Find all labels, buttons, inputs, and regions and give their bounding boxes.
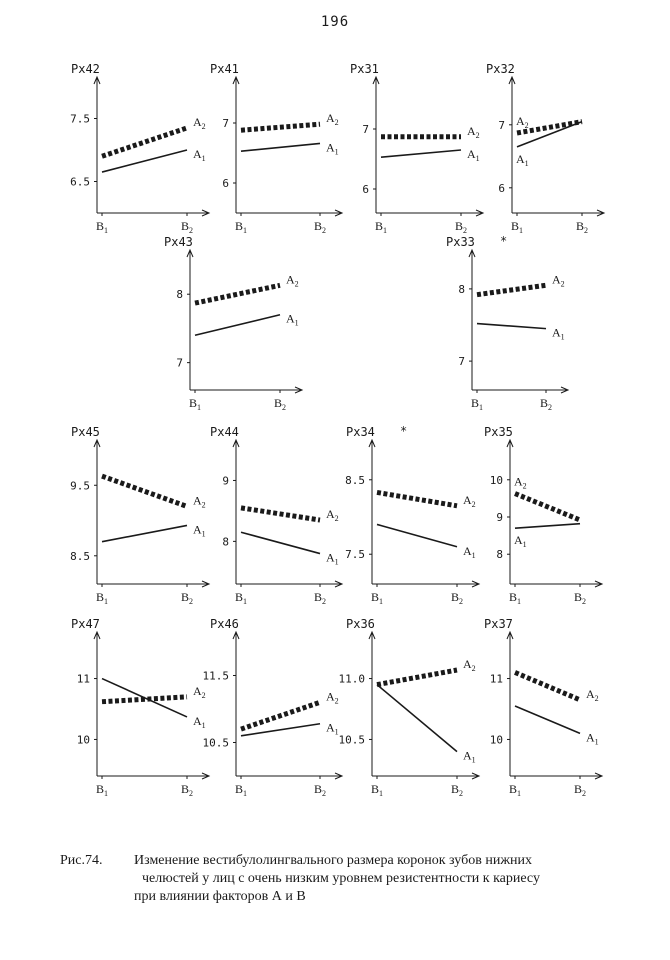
x-tick-label	[574, 782, 586, 798]
series-label-a1-subscript: 1	[471, 755, 476, 765]
series-line-a1	[377, 685, 457, 752]
y-tick-label: 8	[496, 548, 503, 562]
series-label-a2	[463, 657, 476, 673]
x-tick-label-subscript: 1	[479, 403, 484, 412]
y-tick-label: 10	[489, 473, 503, 487]
x-tick-label-subscript: 2	[322, 226, 327, 235]
y-tick-label: 11.0	[338, 672, 365, 686]
y-tick-label: 10.5	[338, 733, 365, 747]
series-label-a1-letter: A	[463, 543, 472, 558]
series-label-a1-subscript: 1	[334, 147, 339, 157]
x-tick-label-letter: B	[450, 782, 460, 796]
panel-px36	[339, 617, 480, 798]
x-tick-label-letter: B	[370, 782, 380, 796]
panel-title: Px41	[210, 62, 239, 76]
series-label-a1	[326, 140, 339, 156]
series-label-a2-subscript: 2	[471, 664, 476, 674]
x-tick-label	[274, 396, 286, 412]
series-line-a2	[377, 670, 457, 685]
panel-title: Px44	[210, 425, 239, 439]
panel-px46	[203, 617, 343, 798]
series-label-a1	[516, 152, 529, 168]
x-tick-label-letter: B	[273, 396, 283, 410]
panel-title: Px35	[484, 425, 513, 439]
caption-line-1: Изменение вестибулолингвального размера коронок зубов нижних	[134, 853, 532, 868]
x-tick-label-letter: B	[450, 590, 460, 604]
y-tick-label: 7	[498, 118, 505, 132]
x-tick-label-subscript: 2	[322, 597, 327, 606]
x-tick-label-subscript: 1	[383, 226, 388, 235]
series-line-a1	[381, 150, 461, 157]
series-label-a1-letter: A	[516, 151, 525, 166]
panel-title: Px31	[350, 62, 379, 76]
y-tick-label: 10.5	[202, 736, 229, 750]
series-label-a1	[514, 533, 527, 549]
x-tick-label-letter: B	[188, 396, 198, 410]
x-tick-label-letter: B	[95, 590, 105, 604]
panel-title: Px47	[71, 617, 100, 631]
series-line-a1	[241, 532, 320, 553]
series-label-a1-subscript: 1	[201, 529, 206, 539]
series-label-a1-subscript: 1	[201, 720, 206, 730]
x-tick-label-letter: B	[573, 590, 583, 604]
x-tick-label-subscript: 2	[189, 789, 194, 798]
x-tick-label	[371, 782, 383, 798]
series-line-a2	[102, 476, 187, 506]
x-tick-label	[540, 396, 552, 412]
x-tick-label-subscript: 1	[379, 789, 384, 798]
x-tick-label-letter: B	[539, 396, 549, 410]
x-tick-label	[371, 590, 383, 606]
y-tick-label: 6	[362, 183, 369, 196]
series-label-a2-subscript: 2	[294, 279, 299, 289]
x-tick-label-subscript: 1	[519, 226, 524, 235]
x-tick-label	[314, 782, 326, 798]
x-tick-label-subscript: 1	[104, 789, 109, 798]
y-tick-label: 10	[489, 733, 503, 747]
panel-title: Px32	[486, 62, 515, 76]
x-tick-label	[576, 219, 588, 235]
series-label-a1-subscript: 1	[560, 332, 565, 342]
y-tick-label: 7	[176, 356, 183, 370]
x-tick-label-subscript: 2	[189, 226, 194, 235]
x-tick-label-letter: B	[510, 219, 520, 233]
series-label-a1	[552, 326, 565, 342]
series-label-a1-letter: A	[552, 325, 561, 340]
panel-title: Px43	[164, 235, 193, 249]
series-label-a2-subscript: 2	[201, 121, 206, 131]
y-tick-label: 7	[458, 355, 465, 369]
series-label-a2-letter: A	[514, 474, 523, 489]
series-label-a1	[586, 730, 599, 746]
x-tick-label	[96, 590, 108, 606]
series-label-a2-subscript: 2	[334, 514, 339, 524]
series-label-a2-letter: A	[552, 272, 561, 287]
series-label-a1	[463, 544, 476, 560]
series-label-a2	[326, 111, 339, 127]
x-tick-label-letter: B	[508, 782, 518, 796]
series-label-a1-letter: A	[467, 147, 476, 161]
panel-title: Px42	[71, 62, 100, 76]
x-tick-label-letter: B	[313, 219, 323, 233]
x-tick-label	[451, 590, 463, 606]
series-label-a1-letter: A	[193, 147, 202, 161]
series-line-a1	[102, 525, 187, 541]
y-tick-label: 7.5	[345, 548, 365, 562]
x-tick-label-subscript: 1	[243, 597, 248, 606]
series-label-a1-letter: A	[514, 533, 523, 548]
series-label-a2	[463, 493, 476, 509]
series-label-a1-subscript: 1	[524, 158, 529, 168]
x-tick-label-letter: B	[454, 219, 464, 233]
series-line-a1	[241, 143, 320, 151]
y-tick-label: 8	[222, 535, 229, 549]
series-line-a2	[515, 494, 580, 520]
y-tick-label: 10	[76, 733, 90, 747]
series-label-a2-subscript: 2	[522, 481, 527, 491]
y-tick-label: 7.5	[70, 112, 90, 126]
caption-label: Рис.74.	[60, 853, 103, 868]
series-label-a1	[193, 147, 206, 163]
y-tick-label: 7	[362, 123, 369, 136]
series-line-a1	[477, 324, 546, 329]
panel-px31	[350, 62, 483, 235]
y-tick-label: 8	[176, 288, 183, 302]
series-label-a1-letter: A	[193, 713, 202, 728]
panel-px47	[71, 617, 209, 798]
page-number: 196	[320, 14, 350, 30]
x-tick-label-letter: B	[234, 590, 244, 604]
series-label-a1-letter: A	[326, 720, 335, 735]
x-tick-label-letter: B	[508, 590, 518, 604]
series-line-a2	[241, 124, 320, 130]
x-tick-label-letter: B	[234, 782, 244, 796]
x-tick-label-letter: B	[470, 396, 480, 410]
series-label-a2-letter: A	[326, 507, 335, 522]
x-tick-label	[96, 219, 108, 235]
x-tick-label	[96, 782, 108, 798]
y-tick-label: 11.5	[202, 669, 229, 683]
series-label-a2	[586, 687, 599, 703]
series-label-a2	[467, 124, 480, 140]
series-label-a2-subscript: 2	[471, 499, 476, 509]
x-tick-label	[471, 396, 483, 412]
y-tick-label: 6.5	[70, 175, 90, 189]
x-tick-label-subscript: 2	[459, 789, 464, 798]
y-tick-label: 11	[76, 672, 90, 686]
x-tick-label-letter: B	[575, 219, 585, 233]
x-tick-label	[181, 219, 193, 235]
x-tick-label-subscript: 1	[197, 403, 202, 412]
x-tick-label	[451, 782, 463, 798]
series-label-a1-subscript: 1	[522, 540, 527, 550]
x-tick-label-letter: B	[180, 219, 190, 233]
x-tick-label-subscript: 2	[322, 789, 327, 798]
series-line-a2	[241, 508, 320, 520]
x-tick-label-subscript: 2	[582, 597, 587, 606]
series-line-a2	[102, 697, 187, 702]
caption-line-3: при влиянии факторов А и В	[134, 889, 306, 904]
x-tick-label-subscript: 2	[584, 226, 589, 235]
x-tick-label	[235, 219, 247, 235]
panel-title: Px37	[484, 617, 513, 631]
series-label-a2	[514, 475, 527, 491]
panel-title: Px34	[346, 425, 375, 439]
x-tick-label	[509, 590, 521, 606]
panel-px34	[345, 424, 479, 606]
series-label-a1-subscript: 1	[334, 557, 339, 567]
series-label-a1	[463, 749, 476, 765]
series-line-a1	[195, 315, 280, 336]
series-label-a2-subscript: 2	[334, 696, 339, 706]
series-label-a2-subscript: 2	[201, 690, 206, 700]
series-label-a2-subscript: 2	[201, 500, 206, 510]
series-line-a2	[477, 285, 546, 294]
x-tick-label-subscript: 1	[517, 597, 522, 606]
series-label-a2-letter: A	[193, 114, 202, 129]
series-label-a2-letter: A	[463, 657, 472, 672]
series-label-a1-letter: A	[193, 522, 202, 537]
caption-line-2: челюстей у лиц с очень низким уровнем резистентности к кариесу	[142, 871, 540, 886]
panel-title: Px45	[71, 425, 100, 439]
panel-px44	[210, 425, 342, 606]
series-label-a2-subscript: 2	[334, 118, 339, 128]
x-tick-label-subscript: 1	[517, 789, 522, 798]
x-tick-label	[314, 219, 326, 235]
y-tick-label: 8.5	[345, 473, 365, 487]
series-label-a2	[326, 507, 339, 523]
x-tick-label-letter: B	[234, 219, 244, 233]
series-label-a2-letter: A	[326, 111, 335, 126]
y-tick-label: 7	[222, 117, 229, 130]
panel-px42	[70, 62, 209, 235]
x-tick-label	[235, 782, 247, 798]
series-label-a2	[193, 115, 206, 131]
series-line-a1	[515, 706, 580, 733]
panel-title: Px36	[346, 617, 375, 631]
series-label-a2	[286, 272, 299, 288]
y-tick-label: 9	[496, 511, 503, 524]
x-tick-label	[235, 590, 247, 606]
series-label-a1-letter: A	[326, 550, 335, 565]
series-label-a2-subscript: 2	[594, 693, 599, 703]
x-tick-label	[455, 219, 467, 235]
x-tick-label	[511, 219, 523, 235]
y-tick-label: 6	[498, 181, 505, 195]
series-label-a2-letter: A	[286, 272, 295, 287]
panel-title: Px46	[210, 617, 239, 631]
series-label-a1-letter: A	[286, 311, 295, 326]
x-tick-label-letter: B	[313, 590, 323, 604]
series-label-a2-letter: A	[586, 686, 595, 701]
series-line-a2	[377, 492, 457, 505]
x-tick-label-subscript: 1	[104, 226, 109, 235]
x-tick-label	[574, 590, 586, 606]
series-label-a2-letter: A	[193, 493, 202, 508]
significance-mark: *	[400, 424, 408, 438]
series-line-a1	[241, 724, 320, 736]
series-label-a2-subscript: 2	[475, 130, 480, 140]
x-tick-label	[375, 219, 387, 235]
x-tick-label	[509, 782, 521, 798]
x-tick-label-letter: B	[374, 219, 384, 233]
series-label-a2	[516, 114, 529, 130]
x-tick-label-subscript: 1	[243, 789, 248, 798]
series-line-a1	[377, 524, 457, 546]
series-label-a1-subscript: 1	[471, 550, 476, 560]
y-tick-label: 8	[458, 282, 465, 296]
series-label-a1-letter: A	[586, 730, 595, 745]
panel-px35	[484, 425, 602, 606]
x-tick-label-subscript: 2	[582, 789, 587, 798]
panel-title: Px33	[446, 235, 475, 249]
series-label-a2-letter: A	[516, 113, 525, 128]
y-tick-label: 6	[222, 177, 229, 190]
x-tick-label-letter: B	[573, 782, 583, 796]
figure-caption	[60, 852, 640, 906]
series-label-a1	[193, 714, 206, 730]
series-label-a1	[286, 312, 299, 328]
series-label-a2	[552, 272, 565, 288]
series-label-a1	[193, 522, 206, 538]
panel-px43	[164, 235, 302, 412]
x-tick-label-letter: B	[370, 590, 380, 604]
x-tick-label-subscript: 2	[463, 226, 468, 235]
x-tick-label-letter: B	[180, 782, 190, 796]
series-label-a1-subscript: 1	[334, 727, 339, 737]
x-tick-label-subscript: 1	[104, 597, 109, 606]
series-label-a1-letter: A	[463, 748, 472, 763]
x-tick-label-subscript: 2	[189, 597, 194, 606]
series-line-a2	[515, 672, 580, 699]
x-tick-label-subscript: 1	[243, 226, 248, 235]
x-tick-label	[189, 396, 201, 412]
series-line-a1	[515, 524, 580, 528]
x-tick-label-letter: B	[95, 219, 105, 233]
series-label-a1-subscript: 1	[475, 154, 480, 163]
series-label-a1-subscript: 1	[201, 154, 206, 163]
x-tick-label-subscript: 2	[548, 403, 553, 412]
series-label-a2	[326, 689, 339, 705]
panel-px32	[486, 62, 604, 235]
series-label-a2-letter: A	[463, 492, 472, 507]
y-tick-label: 11	[489, 672, 503, 686]
panel-px33	[446, 234, 568, 412]
series-label-a1-subscript: 1	[294, 318, 299, 328]
panel-px37	[484, 617, 602, 798]
series-label-a2-subscript: 2	[524, 120, 529, 130]
series-label-a2	[193, 493, 206, 509]
panel-px41	[210, 62, 342, 235]
x-tick-label-subscript: 2	[282, 403, 287, 412]
x-tick-label	[181, 782, 193, 798]
panel-px45	[70, 425, 209, 606]
y-tick-label: 9.5	[70, 479, 90, 493]
x-tick-label-letter: B	[313, 782, 323, 796]
series-line-a2	[195, 285, 280, 303]
series-label-a2-letter: A	[467, 123, 476, 138]
series-label-a2-subscript: 2	[560, 279, 565, 289]
series-label-a2-letter: A	[326, 689, 335, 704]
x-tick-label	[181, 590, 193, 606]
series-label-a2-letter: A	[193, 683, 202, 698]
series-label-a1	[467, 147, 480, 163]
series-line-a2	[102, 128, 187, 156]
x-tick-label-subscript: 2	[459, 597, 464, 606]
x-tick-label-letter: B	[95, 782, 105, 796]
series-label-a1	[326, 721, 339, 737]
x-tick-label-subscript: 1	[379, 597, 384, 606]
significance-mark: *	[500, 234, 508, 248]
x-tick-label-letter: B	[180, 590, 190, 604]
series-label-a2	[193, 684, 206, 700]
x-tick-label	[314, 590, 326, 606]
series-label-a1	[326, 551, 339, 567]
series-label-a1-letter: A	[326, 140, 335, 155]
series-label-a1-subscript: 1	[594, 737, 599, 747]
y-tick-label: 8.5	[70, 549, 90, 563]
y-tick-label: 9	[222, 474, 229, 488]
